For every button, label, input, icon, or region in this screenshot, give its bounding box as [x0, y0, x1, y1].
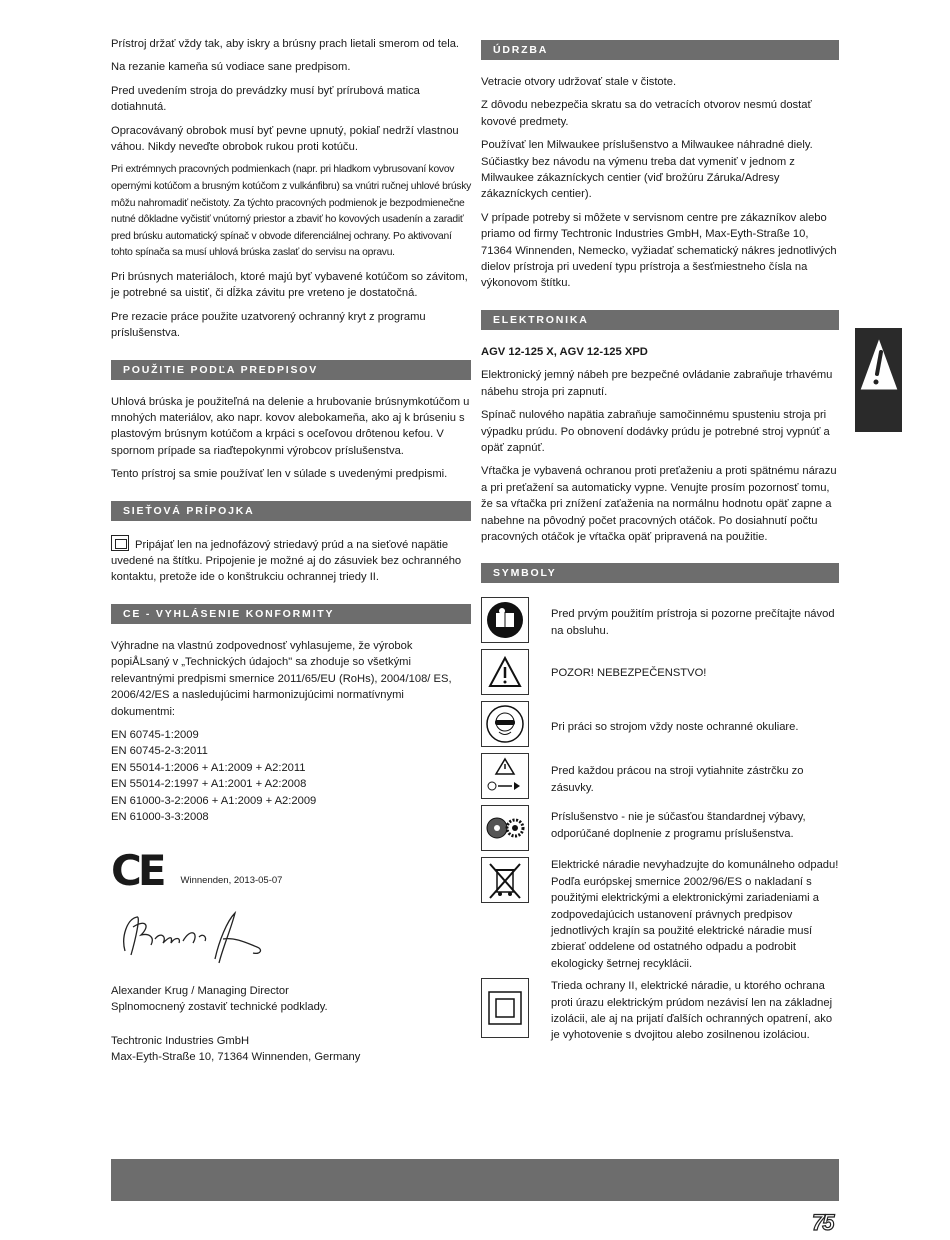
- standard-item: EN 61000-3-3:2008: [111, 810, 209, 823]
- accessory-icon: [481, 805, 529, 851]
- symbol-text: Pred prvým použitím prístroja si pozorne prečítajte návod na obsluhu.: [551, 608, 835, 637]
- left-column: [111, 36, 471, 1065]
- symbol-row: [481, 753, 839, 799]
- section-header-mains: SIEŤOVÁ PRÍPOJKA: [111, 501, 471, 521]
- paragraph-mains: [111, 535, 471, 586]
- symbol-row: [481, 857, 839, 972]
- standard-item: EN 55014-2:1997 + A1:2001 + A2:2008: [111, 778, 307, 791]
- paragraph: Prístroj držať vždy tak, aby iskry a brúsny prach lietali smerom od tela.: [111, 38, 460, 50]
- symbol-text: Príslušenstvo - nie je súčasťou štandardnej výbavy, odporúčané doplnenie z programu príslušenstva.: [551, 811, 806, 840]
- paragraph: Pre rezacie práce použite uzatvorený ochranný kryt z programu príslušenstva.: [111, 310, 426, 340]
- paragraph: Uhlová brúska je použiteľná na delenie a hrubovanie brúsnymkotúčom u mnohých materiálov, ako napr. kovov alebokameňa, ako aj k brúseniu s plastovým brúsnym kotúčom a krpáci s oceľovou drôtenou kefou. V spornom prípade sa riaďtepokynmi výrobcov príslušenstva.: [111, 395, 470, 457]
- ce-row: [111, 846, 471, 896]
- paragraph: V prípade potreby si môžete v servisnom centre pre zákazníkov alebo priamo od firmy Techtronic Industries GmbH, Max-Eyth-Straße 10, 71364 Winnenden, Nemecko, vyžiadať schematický nákres jednotlivých dielov prístroja pri uvedení typu prístroja a šesťmiestneho čísla na výkonovom štítku.: [481, 211, 837, 290]
- paragraph: Tento prístroj sa smie používať len v súlade s uvedenými predpismi.: [111, 468, 448, 481]
- company-address: Max-Eyth-Straße 10, 71364 Winnenden, Germany: [111, 1050, 361, 1063]
- paragraph-ce: Výhradne na vlastnú zodpovednosť vyhlasujeme, že výrobok popiÅLsaný v „Technických údajoch" sa zhoduje so všetkými relevantnými predpismi smernice 2011/65/EU (RoHs), 2004/108/ ES, 2006/42/ES a nasledujúcimi harmonizujúcimi normatívnymi dokumentmi:: [111, 639, 452, 718]
- symbol-row: [481, 597, 839, 643]
- section-header-maintenance: ÚDRZBA: [481, 40, 839, 60]
- class-ii-icon: [111, 535, 129, 551]
- paragraph: Pri brúsnych materiáloch, ktoré majú byť vybavené kotúčom so závitom, je potrebné sa uistiť, či dĺžka závitu pre vreteno je dostatočná.: [111, 271, 468, 300]
- side-warning-tab: [855, 328, 902, 432]
- paragraph: Na rezanie kameňa sú vodiace sane predpisom.: [111, 61, 351, 74]
- paragraph: Pred uvedením stroja do prevádzky musí byť prírubová matica dotiahnutá.: [111, 84, 420, 114]
- page-number: 75: [812, 1210, 833, 1235]
- read-manual-icon: [481, 597, 529, 643]
- symbol-text: Trieda ochrany II, elektrické náradie, u ktorého ochrana proti úrazu elektrickým prúdom nezávisí len na základnej izolácii, ale aj na prijatí ďalších ochranných opatrení, ako je vyhotovenie s dvojitou alebo zosilnenou izoláciou.: [551, 980, 833, 1042]
- model-names: AGV 12-125 X, AGV 12-125 XPD: [481, 345, 648, 358]
- right-column: [481, 36, 839, 1050]
- warning-triangle-icon: [481, 649, 529, 695]
- paragraph: Z dôvodu nebezpečia skratu sa do vetracích otvorov nesmú dostať kovové predmety.: [481, 99, 812, 128]
- weee-bin-icon: [481, 857, 529, 903]
- class-ii-icon: [481, 978, 529, 1038]
- paragraph-extreme-conditions: Pri extrémnych pracovných podmienkach (napr. pri hladkom vybrusovaní kovov opernými kotúčom a brusným kotúčom z vulkánfibru) sa vnútri ručnej uhlové brúsky môžu nahromadiť nečistoty. Za týchto pracovných podmienok je bezpodmienečne nutné dôkladne vyčistiť vnútorný priestor a zbaviť ho kovových usadenín a zaradiť pred brúsku automatický spínač v obvode diferenciálnej ochrany. Po aktivovaní tohto spínača sa musí uhlová brúska zaslať do servisu na opravu.: [111, 164, 471, 259]
- warning-triangle-icon: [857, 334, 901, 394]
- declaration-date: Winnenden, 2013-05-07: [180, 874, 283, 886]
- paragraph: Elektronický jemný nábeh pre bezpečné ovládanie zabraňuje trhavému nábehu stroja pri zapnutí.: [481, 369, 833, 398]
- signer-name: Alexander Krug / Managing Director: [111, 984, 289, 997]
- footer-bar: [111, 1159, 839, 1201]
- section-header-ce: CE - VYHLÁSENIE KONFORMITY: [111, 604, 471, 624]
- goggles-icon: [481, 701, 529, 747]
- symbol-row: [481, 805, 839, 851]
- standard-item: EN 60745-1:2009: [111, 728, 199, 741]
- paragraph: Používať len Milwaukee príslušenstvo a Milwaukee náhradné diely. Súčiastky bez návodu na výmenu treba dat vymeniť v jednom z Milwaukee zákazníckych centier (viď brožúru Záruka/Adresy zákazníckych centier).: [481, 139, 813, 201]
- standard-item: EN 55014-1:2006 + A1:2009 + A2:2011: [111, 761, 306, 774]
- symbol-row: [481, 649, 839, 695]
- standard-item: EN 61000-3-2:2006 + A1:2009 + A2:2009: [111, 794, 317, 807]
- symbol-row: [481, 978, 839, 1044]
- symbol-row: [481, 701, 839, 747]
- ce-mark-logo: CE: [111, 846, 163, 896]
- paragraph: Vŕtačka je vybavená ochranou proti preťaženiu a proti spätnému nárazu a pri preťažení sa automaticky vypne. Venujte prosím pozornosť tomu, že sa vŕtačka pri znížení zaťaženia na normálnu hodnotu opäť zapne a nabehne na pôvodný počet pracovných otáčok. Po dosiahnutí počtu pracovných otáčok je vŕtačka opäť pripravená na použitie.: [481, 465, 837, 543]
- symbol-text: POZOR! NEBEZPEČENSTVO!: [551, 667, 707, 680]
- signature-image: [111, 907, 271, 967]
- symbol-text: Pred každou prácou na stroji vytiahnite zástrčku zo zásuvky.: [551, 765, 804, 794]
- section-header-usage: POUŽITIE PODĽA PREDPISOV: [111, 360, 471, 380]
- authorized-text: Splnomocnený zostaviť technické podklady.: [111, 1001, 328, 1014]
- standard-item: EN 60745-2-3:2011: [111, 745, 208, 758]
- paragraph: Opracovávaný obrobok musí byť pevne upnutý, pokiaľ nedrží vlastnou váhou. Nikdy neveďte obrobok rukou proti kotúču.: [111, 124, 459, 154]
- section-header-electronics: ELEKTRONIKA: [481, 310, 839, 330]
- section-header-symbols: SYMBOLY: [481, 563, 839, 583]
- unplug-icon: [481, 753, 529, 799]
- company-name: Techtronic Industries GmbH: [111, 1034, 250, 1047]
- symbol-text: Elektrické náradie nevyhadzujte do komunálneho odpadu! Podľa európskej smernice 2002/96/ES o nakladaní s použitými elektrickými a elektronickými zariadeniami a zodpovedajúcich ustanovení právnych predpisov jednotlivých krajín sa použité elektrické náradie musí zbierať oddelene od ostatného odpadu a podrobit ekologicky šetrnej recyklácii.: [551, 859, 839, 970]
- paragraph: Vetracie otvory udržovať stale v čistote.: [481, 76, 677, 88]
- paragraph: Spínač nulového napätia zabraňuje samočinnému spusteniu stroja pri výpadku prúdu. Po obnovení dodávky prúdu je potrebné stroj vypnúť a opäť zapnúť.: [481, 409, 830, 454]
- symbol-text: Pri práci so strojom vždy noste ochranné okuliare.: [551, 721, 799, 734]
- standards-list: [111, 727, 471, 825]
- mains-text: Pripájať len na jednofázový striedavý prúd a na sieťové napätie uvedené na štítku. Pripojenie je možné aj do zásuviek bez ochranného kontaktu, pretože ide o konštrukciu ochrannej triedy II.: [111, 538, 462, 584]
